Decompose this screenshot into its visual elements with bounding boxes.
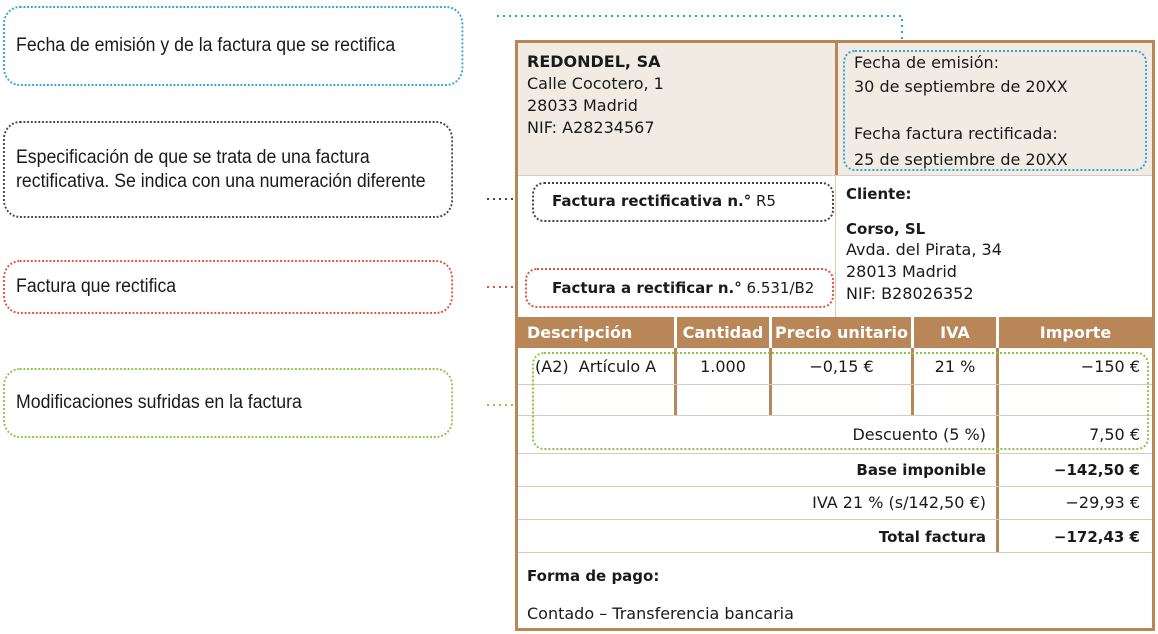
descuento-value: 7,50 € xyxy=(1089,425,1140,444)
cliente-nif: NIF: B28026352 xyxy=(846,284,974,303)
header-divider xyxy=(835,43,838,175)
callout-fecha-text: Fecha de emisión y de la factura que se rectifica xyxy=(16,35,396,56)
descuento-label: Descuento (5 %) xyxy=(852,425,986,444)
cliente-name: Corso, SL xyxy=(846,220,926,238)
issuer-city: 28033 Madrid xyxy=(527,96,638,115)
row-line-6 xyxy=(518,552,1152,553)
iva-total-value: −29,93 € xyxy=(1065,493,1140,512)
callout-especificacion xyxy=(3,121,453,218)
row-line-3 xyxy=(518,453,1152,454)
factura-rectificativa-label: Factura rectificativa n.° xyxy=(552,192,752,210)
issuer-nif: NIF: A28234567 xyxy=(527,118,655,137)
total-factura-value: −172,43 € xyxy=(1053,528,1140,546)
factura-a-rectificar-value: 6.531/B2 xyxy=(746,279,815,297)
cliente-address: Avda. del Pirata, 34 xyxy=(846,240,1002,259)
fecha-rectificada-label: Fecha factura rectificada: xyxy=(854,124,1058,143)
col-header-iva: IVA xyxy=(914,317,996,348)
total-factura-label: Total factura xyxy=(878,528,986,546)
factura-a-rectificar-label: Factura a rectificar n.° xyxy=(552,279,742,297)
fecha-emision-value: 30 de septiembre de 20XX xyxy=(854,77,1068,96)
callout-modificaciones xyxy=(3,368,453,438)
forma-pago-label: Forma de pago: xyxy=(527,567,660,585)
issuer-address: Calle Cocotero, 1 xyxy=(527,74,664,93)
cliente-label: Cliente: xyxy=(846,185,912,203)
row-descripcion: (A2) Artículo A xyxy=(535,357,657,376)
fecha-emision-label: Fecha de emisión: xyxy=(854,53,1000,72)
iva-total-label: IVA 21 % (s/142,50 €) xyxy=(812,493,986,512)
callout-especificacion-line1: Especificación de que se trata de una factura xyxy=(16,146,370,168)
middle-divider xyxy=(835,176,836,317)
col-header-cantidad: Cantidad xyxy=(677,317,769,348)
forma-pago-value: Contado – Transferencia bancaria xyxy=(527,604,794,623)
factura-rectificativa xyxy=(552,190,776,212)
callout-especificacion-line2: rectificativa. Se indica con una numeración diferente xyxy=(16,170,426,192)
callout-rectifica-text: Factura que rectifica xyxy=(16,276,177,297)
cliente-city: 28013 Madrid xyxy=(846,262,957,281)
th-gap-4 xyxy=(996,317,999,348)
th-gap-1 xyxy=(674,317,677,348)
callout-factura-rectifica xyxy=(3,260,453,314)
col-header-importe: Importe xyxy=(999,317,1152,348)
th-gap-3 xyxy=(911,317,914,348)
row-precio: −0,15 € xyxy=(809,357,874,376)
callout-modificaciones-text: Modificaciones sufridas en la factura xyxy=(16,392,302,413)
factura-rectificativa-value: R5 xyxy=(755,192,776,210)
col-header-descripcion: Descripción xyxy=(518,317,674,348)
row-line-5 xyxy=(518,519,1152,520)
row-cantidad: 1.000 xyxy=(700,357,746,376)
row-iva: 21 % xyxy=(934,357,976,376)
invoice xyxy=(515,40,1155,631)
col-header-precio: Precio unitario xyxy=(772,317,911,348)
issuer-name: REDONDEL, SA xyxy=(527,52,661,71)
factura-a-rectificar xyxy=(552,277,814,299)
base-imponible-label: Base imponible xyxy=(856,461,986,479)
row-line-4 xyxy=(518,486,1152,487)
row-importe: −150 € xyxy=(1080,357,1140,376)
base-imponible-value: −142,50 € xyxy=(1053,461,1140,479)
th-gap-2 xyxy=(769,317,772,348)
fecha-rectificada-value: 25 de septiembre de 20XX xyxy=(854,150,1068,169)
callout-fecha-emision xyxy=(3,6,463,86)
